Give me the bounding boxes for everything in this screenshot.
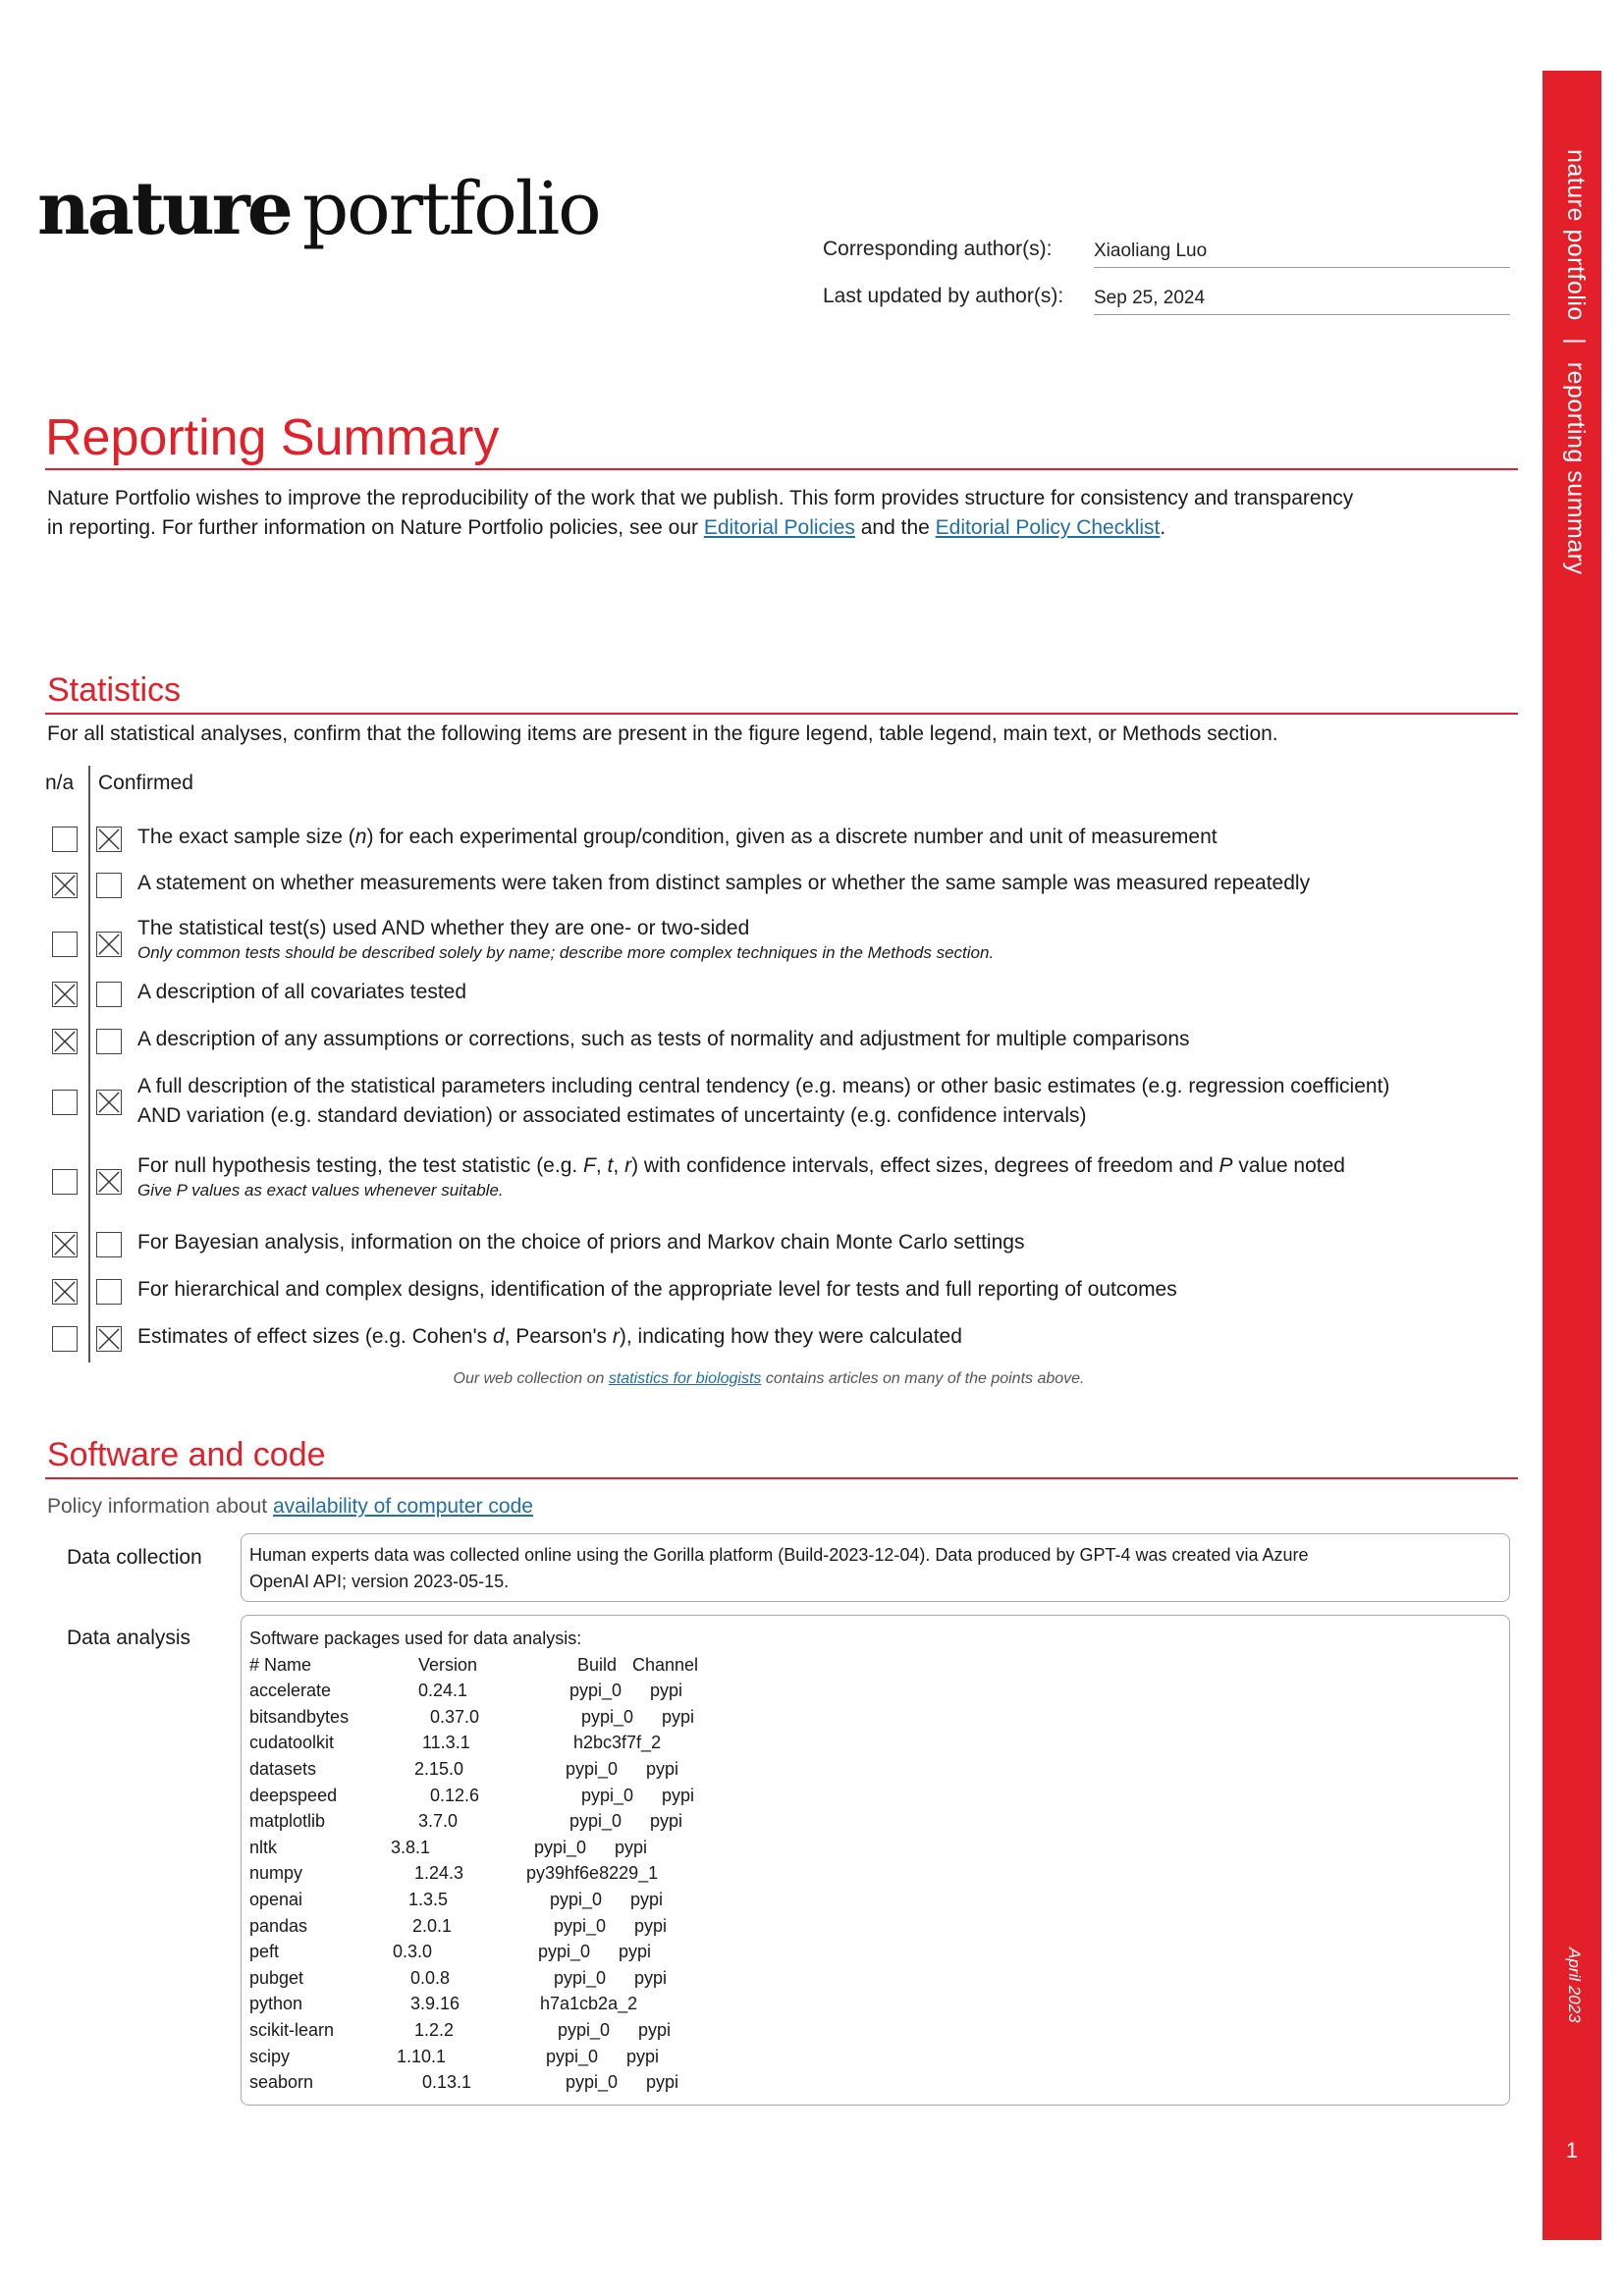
package-name: peft	[249, 1942, 280, 1962]
checklist-item	[137, 1151, 1512, 1201]
header-name: # Name	[249, 1654, 312, 1675]
right-sidebar	[1543, 71, 1601, 2240]
data-collection-box[interactable]	[241, 1533, 1510, 1602]
package-row	[249, 1704, 1428, 1731]
na-checkbox[interactable]	[52, 1090, 78, 1115]
package-build: pypi_0	[554, 1967, 607, 1988]
corresponding-author-value: Xiaoliang Luo	[1094, 240, 1510, 268]
sidebar-title-a: nature portfolio	[1562, 149, 1590, 321]
package-row	[249, 1756, 1428, 1783]
data-analysis-box[interactable]	[241, 1615, 1510, 2106]
checklist-item	[137, 978, 1512, 1007]
data-analysis-content	[249, 1626, 1428, 2096]
confirmed-checkbox[interactable]	[96, 1326, 122, 1352]
checklist-item	[137, 1275, 1512, 1305]
package-header-row	[249, 1652, 1428, 1679]
item-text: , Pearson's	[504, 1325, 613, 1348]
data-collection-text	[249, 1542, 1309, 1595]
package-name: matplotlib	[249, 1811, 326, 1832]
package-channel: pypi	[619, 1942, 652, 1962]
package-name: pandas	[249, 1915, 308, 1936]
checklist-item-text	[137, 1228, 1512, 1257]
checklist-separator	[88, 766, 90, 1362]
na-checkbox[interactable]	[52, 1169, 78, 1195]
sidebar-separator: |	[1562, 338, 1590, 346]
na-checkbox[interactable]	[52, 827, 78, 852]
item-text: For null hypothesis testing, the test statistic (e.g.	[137, 1154, 584, 1177]
package-name: bitsandbytes	[249, 1706, 350, 1727]
package-row	[249, 1860, 1428, 1887]
intro-paragraph	[47, 484, 1530, 543]
item-text: A description of all covariates tested	[137, 981, 467, 1003]
package-version: 3.9.16	[410, 1994, 460, 2014]
intro-line-1: Nature Portfolio wishes to improve the reproducibility of the work that we publish. This form provides structure for consistency and transparency	[47, 487, 1354, 509]
package-version: 0.13.1	[422, 2072, 472, 2093]
page-title: Reporting Summary	[45, 409, 500, 466]
italic-symbol: r	[612, 1325, 620, 1348]
sidebar-title	[1561, 149, 1590, 575]
checklist-item	[137, 869, 1512, 898]
confirmed-checkbox[interactable]	[96, 873, 122, 898]
package-name: scikit-learn	[249, 2019, 335, 2040]
col-na-header: n/a	[45, 772, 75, 794]
checklist-item-text	[137, 978, 1512, 1007]
package-channel: pypi	[662, 1785, 695, 1805]
item-text: A statement on whether measurements were taken from distinct samples or whether the same sample was measured repeatedly	[137, 872, 1311, 894]
package-version: 0.37.0	[430, 1706, 480, 1727]
package-build: pypi_0	[566, 1758, 619, 1779]
package-row	[249, 1835, 1428, 1861]
package-list	[249, 1678, 1428, 2096]
package-row	[249, 1678, 1428, 1704]
item-text: The exact sample size (	[137, 826, 355, 848]
package-version: 2.0.1	[412, 1915, 453, 1936]
package-row	[249, 1730, 1428, 1756]
package-channel: pypi	[662, 1706, 695, 1727]
package-channel: pypi	[634, 1915, 668, 1936]
package-row	[249, 2069, 1428, 2096]
statistics-rule	[45, 713, 1518, 715]
package-name: seaborn	[249, 2072, 314, 2093]
item-text: value noted	[1232, 1154, 1345, 1177]
package-build: pypi_0	[550, 1889, 603, 1909]
confirmed-checkbox[interactable]	[96, 827, 122, 852]
statistics-footnote	[0, 1370, 1538, 1388]
item-text: ) with confidence intervals, effect sizes, degrees of freedom and	[631, 1154, 1219, 1177]
package-build: pypi_0	[566, 2072, 619, 2093]
software-rule	[45, 1477, 1518, 1479]
header-build: Build	[577, 1654, 618, 1675]
checklist-item-text	[137, 1322, 1512, 1352]
data-analysis-intro	[249, 1626, 1428, 1652]
confirmed-checkbox[interactable]	[96, 932, 122, 957]
confirmed-checkbox[interactable]	[96, 1029, 122, 1054]
package-version: 3.7.0	[418, 1811, 459, 1832]
package-row	[249, 2044, 1428, 2070]
logo-normal: portfolio	[301, 167, 600, 251]
package-row	[249, 1965, 1428, 1992]
last-updated-value: Sep 25, 2024	[1094, 288, 1510, 315]
package-name: nltk	[249, 1837, 278, 1857]
checklist-item	[137, 1072, 1512, 1131]
italic-symbol: P	[1218, 1154, 1233, 1177]
footnote-text-end: contains articles on many of the points above.	[761, 1370, 1085, 1387]
header-channel: Channel	[632, 1654, 699, 1675]
package-row	[249, 1808, 1428, 1835]
software-policy	[47, 1492, 533, 1522]
package-build: pypi_0	[581, 1785, 634, 1805]
package-row	[249, 1913, 1428, 1940]
package-build: py39hf6e8229_1	[526, 1863, 659, 1884]
intro-line-2	[47, 513, 1530, 543]
last-updated-label: Last updated by author(s):	[823, 285, 1064, 307]
footnote-text: Our web collection on	[453, 1370, 609, 1387]
package-version: 0.0.8	[410, 1967, 451, 1988]
package-build: pypi_0	[534, 1837, 587, 1857]
package-channel: pypi	[638, 2019, 672, 2040]
package-row	[249, 2017, 1428, 2044]
package-build: pypi_0	[569, 1681, 623, 1701]
na-checkbox[interactable]	[52, 1326, 78, 1352]
package-version: 1.10.1	[397, 2046, 447, 2066]
checklist-item-text	[137, 823, 1512, 852]
confirmed-checkbox[interactable]	[96, 1279, 122, 1305]
italic-symbol: r	[624, 1154, 632, 1177]
checklist-item-text	[137, 869, 1512, 898]
package-name: pubget	[249, 1967, 304, 1988]
item-text: For hierarchical and complex designs, identification of the appropriate level for tests and full reporting of outcomes	[137, 1278, 1177, 1301]
software-heading: Software and code	[47, 1436, 326, 1473]
confirmed-checkbox[interactable]	[96, 1169, 122, 1195]
checklist-item-note: Only common tests should be described solely by name; describe more complex techniques in the Methods section.	[137, 943, 995, 962]
item-text: ) for each experimental group/condition, given as a discrete number and unit of measurement	[366, 826, 1218, 848]
confirmed-checkbox[interactable]	[96, 982, 122, 1007]
checklist-item	[137, 1025, 1512, 1054]
package-version: 2.15.0	[414, 1758, 464, 1779]
availability-of-computer-code-link[interactable]: availability of computer code	[272, 1495, 533, 1518]
package-row	[249, 1887, 1428, 1913]
checklist-item	[137, 1322, 1512, 1352]
package-channel: pypi	[646, 2072, 679, 2093]
checklist-item	[137, 823, 1512, 852]
package-name: datasets	[249, 1758, 317, 1779]
package-version: 1.2.2	[414, 2019, 455, 2040]
intro-period: .	[1160, 516, 1166, 539]
package-build: pypi_0	[546, 2046, 599, 2066]
checklist-item-text	[137, 1151, 1512, 1181]
package-version: 0.24.1	[418, 1681, 468, 1701]
na-checkbox[interactable]	[52, 1029, 78, 1054]
page-number: 1	[1565, 2138, 1579, 2163]
na-checkbox[interactable]	[52, 982, 78, 1007]
editorial-policies-link[interactable]: Editorial Policies	[703, 516, 855, 539]
data-collection-line-1: Human experts data was collected online using the Gorilla platform (Build-2023-12-04). Data produced by GPT-4 was created via Azure	[249, 1545, 1309, 1565]
package-channel: pypi	[634, 1967, 668, 1988]
checklist-item	[137, 914, 1512, 963]
checklist-item-text	[137, 914, 1512, 943]
package-channel: pypi	[630, 1889, 664, 1909]
package-version: 0.12.6	[430, 1785, 480, 1805]
header-version: Version	[418, 1654, 478, 1675]
checklist-item-note: Give P values as exact values whenever suitable.	[137, 1181, 504, 1200]
sidebar-title-b: reporting summary	[1562, 361, 1590, 575]
item-text: ,	[613, 1154, 625, 1177]
na-checkbox[interactable]	[52, 1279, 78, 1305]
item-text: For Bayesian analysis, information on the choice of priors and Markov chain Monte Carlo settings	[137, 1231, 1025, 1254]
corresponding-author-label: Corresponding author(s):	[823, 238, 1053, 260]
policy-text: Policy information about	[47, 1495, 273, 1518]
confirmed-checkbox[interactable]	[96, 1232, 122, 1257]
package-channel: pypi	[650, 1681, 683, 1701]
col-confirmed-header: Confirmed	[98, 772, 193, 794]
package-version: 3.8.1	[391, 1837, 431, 1857]
confirmed-checkbox[interactable]	[96, 1090, 122, 1115]
data-collection-line-2: OpenAI API; version 2023-05-15.	[249, 1572, 510, 1591]
item-text: A full description of the statistical parameters including central tendency (e.g. means) or other basic estimates (e.g. regression coefficient)	[137, 1075, 1390, 1097]
statistics-heading: Statistics	[47, 671, 182, 709]
package-build: pypi_0	[558, 2019, 611, 2040]
title-rule	[45, 468, 1518, 470]
package-build: h2bc3f7f_2	[573, 1733, 662, 1753]
italic-symbol: n	[354, 826, 367, 848]
checklist-item-text	[137, 1072, 1512, 1101]
package-row	[249, 1783, 1428, 1809]
data-collection-label: Data collection	[67, 1546, 202, 1569]
item-text: The statistical test(s) used AND whether they are one- or two-sided	[137, 917, 750, 939]
italic-symbol: F	[583, 1154, 596, 1177]
package-version: 11.3.1	[422, 1733, 470, 1753]
italic-symbol: d	[492, 1325, 505, 1348]
package-name: python	[249, 1994, 303, 2014]
package-version: 1.3.5	[408, 1889, 449, 1909]
data-analysis-label: Data analysis	[67, 1627, 191, 1649]
package-build: pypi_0	[569, 1811, 623, 1832]
editorial-policy-checklist-link[interactable]: Editorial Policy Checklist	[935, 516, 1161, 539]
statistics-for-biologists-link[interactable]: statistics for biologists	[608, 1370, 762, 1387]
sidebar-date: April 2023	[1565, 1948, 1584, 2023]
checklist-item-line-2: AND variation (e.g. standard deviation) or associated estimates of uncertainty (e.g. confidence intervals)	[137, 1104, 1087, 1127]
package-name: numpy	[249, 1863, 303, 1884]
package-name: deepspeed	[249, 1785, 338, 1805]
item-text: A description of any assumptions or corrections, such as tests of normality and adjustment for multiple comparisons	[137, 1028, 1190, 1050]
package-row	[249, 1991, 1428, 2017]
package-name: scipy	[249, 2046, 291, 2066]
data-analysis-intro-text: Software packages used for data analysis:	[249, 1629, 582, 1648]
package-version: 0.3.0	[393, 1942, 433, 1962]
package-build: h7a1cb2a_2	[540, 1994, 638, 2014]
package-channel: pypi	[615, 1837, 648, 1857]
na-checkbox[interactable]	[52, 873, 78, 898]
item-text: Estimates of effect sizes (e.g. Cohen's	[137, 1325, 493, 1348]
nature-portfolio-logo	[37, 167, 600, 251]
package-name: accelerate	[249, 1681, 332, 1701]
na-checkbox[interactable]	[52, 1232, 78, 1257]
statistics-intro: For all statistical analyses, confirm that the following items are present in the figure legend, table legend, main text, or Methods section.	[47, 722, 1278, 745]
intro-and: and the	[854, 516, 936, 539]
na-checkbox[interactable]	[52, 932, 78, 957]
package-name: cudatoolkit	[249, 1733, 335, 1753]
package-name: openai	[249, 1889, 303, 1909]
package-channel: pypi	[646, 1758, 679, 1779]
package-build: pypi_0	[554, 1915, 607, 1936]
checklist-item-text	[137, 1275, 1512, 1305]
package-build: pypi_0	[581, 1706, 634, 1727]
intro-text: in reporting. For further information on Nature Portfolio policies, see our	[47, 516, 704, 539]
item-text: ), indicating how they were calculated	[619, 1325, 962, 1348]
package-channel: pypi	[626, 2046, 660, 2066]
item-text: ,	[595, 1154, 608, 1177]
checklist-item	[137, 1228, 1512, 1257]
package-build: pypi_0	[538, 1942, 591, 1962]
checklist-item-text	[137, 1025, 1512, 1054]
package-row	[249, 1939, 1428, 1965]
package-channel: pypi	[650, 1811, 683, 1832]
logo-bold: nature	[37, 167, 291, 251]
italic-symbol: t	[607, 1154, 614, 1177]
package-version: 1.24.3	[414, 1863, 464, 1884]
